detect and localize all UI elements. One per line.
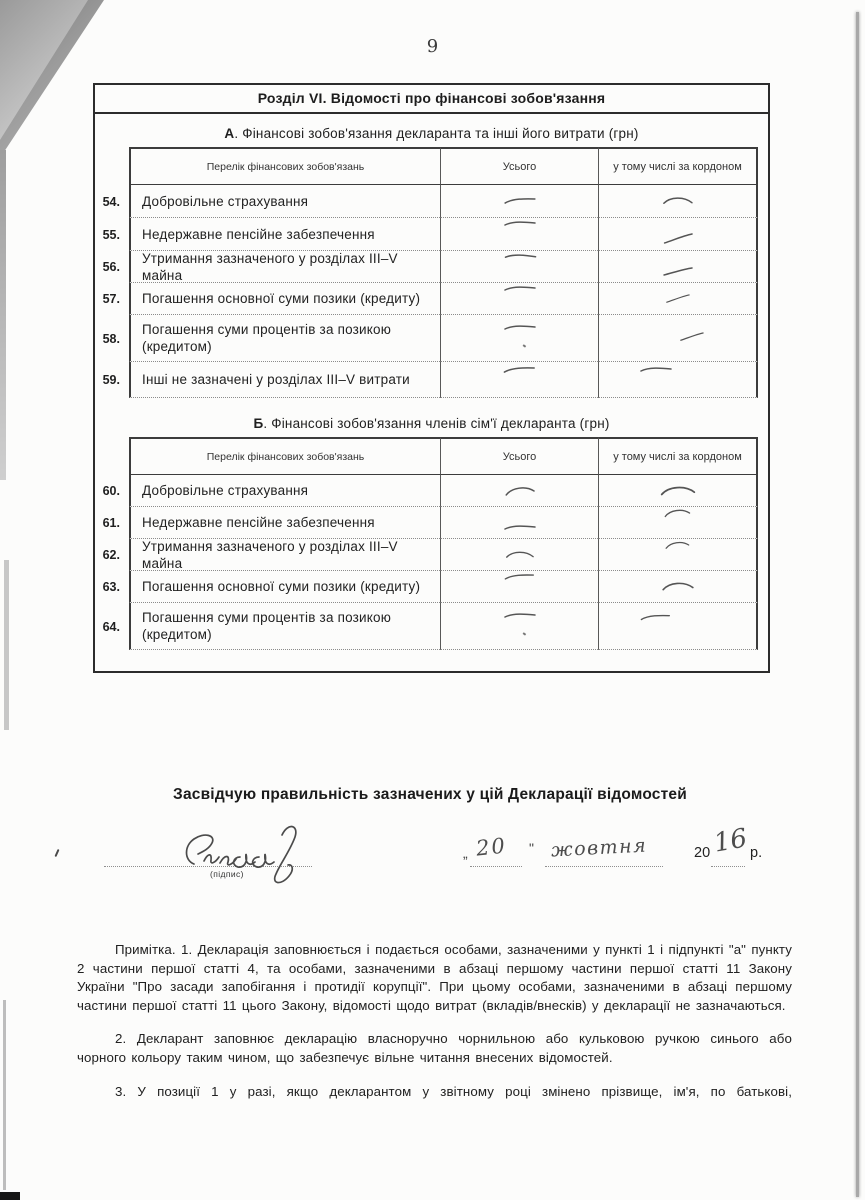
- cell-total: [440, 571, 598, 603]
- row-number: 62.: [102, 548, 120, 562]
- row-number: 56.: [102, 260, 120, 274]
- table-b-caption-text: . Фінансові зобов'язання членів сім'ї декларанта (грн): [263, 416, 610, 431]
- row-number: 57.: [102, 292, 120, 306]
- scan-left-edge-strip: [0, 150, 6, 480]
- cell-abroad: [598, 283, 758, 315]
- cell-abroad: [598, 185, 758, 218]
- cell-total: [440, 218, 598, 251]
- row-number: 55.: [102, 227, 120, 242]
- cell-abroad: [598, 539, 758, 571]
- cell-total: [440, 283, 598, 315]
- handwritten-dash-mark: [502, 362, 535, 376]
- signature-caption: (підпис): [210, 869, 244, 879]
- cell-abroad: [598, 571, 758, 603]
- row-label: Утримання зазначеного у розділах III–V майна: [129, 251, 440, 283]
- section-title: Розділ VI. Відомості про фінансові зобов'язання: [95, 85, 768, 114]
- handwritten-dash-mark: [662, 506, 691, 520]
- handwritten-dash-mark: [503, 569, 534, 583]
- table-declarant-obligations: [96, 147, 768, 398]
- header-spacer: [96, 147, 129, 185]
- handwritten-dash-mark: [661, 194, 694, 208]
- row-label: Добровільне страхування: [129, 475, 440, 507]
- handwritten-dash-mark: [503, 483, 536, 497]
- row-label: Погашення суми процентів за позикою (кредитом): [129, 603, 440, 650]
- column-header-abroad: у тому числі за кордоном: [598, 437, 758, 475]
- cell-total: [440, 539, 598, 571]
- column-header-total: Усього: [440, 437, 598, 475]
- cell-total: [440, 507, 598, 539]
- row-label: Погашення основної суми позики (кредиту): [129, 283, 440, 315]
- cell-total: [440, 185, 598, 218]
- date-unit: р.: [750, 845, 763, 861]
- date-month-line: [545, 866, 663, 867]
- page-number: 9: [426, 36, 439, 57]
- handwritten-dash-mark: [504, 548, 535, 562]
- handwritten-dash-mark: [504, 322, 536, 334]
- column-header-list: Перелік фінансових зобов'язань: [129, 147, 440, 185]
- date-day-handwritten: 20: [474, 833, 508, 861]
- row-label: Погашення суми процентів за позикою (кредитом): [129, 315, 440, 362]
- cell-total: [440, 251, 598, 283]
- cell-abroad: [598, 603, 758, 650]
- handwritten-dash-mark: [639, 611, 670, 625]
- note-paragraph-3: 3. У позиції 1 у разі, якщо декларантом у звітному році змінено прізвище, ім'я, по батькові,: [115, 1083, 792, 1099]
- scan-bottom-corner-mark: [0, 1192, 20, 1200]
- cell-abroad: [598, 315, 758, 362]
- column-header-list: Перелік фінансових зобов'язань: [129, 437, 440, 475]
- date-year-handwritten: 16: [711, 823, 750, 859]
- handwritten-dash-mark: [661, 580, 695, 593]
- note-paragraph-2: 2. Декларант заповнює декларацію власноручно чорнильною або кульковою ручкою синього або чорного кольору таким чином, що забезпечує вільне читання внесених відомостей.: [77, 1031, 792, 1065]
- row-number: 54.: [102, 194, 120, 209]
- handwritten-dash-mark: [661, 232, 694, 246]
- table-b-caption-letter: Б: [253, 416, 264, 431]
- handwritten-dash-mark: [640, 364, 672, 376]
- scan-left-edge-strip: [3, 1000, 6, 1190]
- date-year-printed: 20: [694, 845, 711, 861]
- handwritten-dash-mark: [678, 330, 705, 344]
- handwritten-dash-mark: [504, 283, 536, 295]
- handwritten-dash-mark: [504, 218, 536, 230]
- handwritten-dash-mark: [664, 292, 691, 306]
- cell-total: [440, 315, 598, 362]
- note-paragraph-1: Примітка. 1. Декларація заповнюється і подається особами, зазначеними у пункті 1 і підпункті "а" пункту 2 частини першої статті 4, та особами, зазначеними в абзаці першому частини першої статті 11 Закону України "Про засади запобігання і протидії корупції". При цьому особами, зазначеними в абзаці першому частини першої статті 11 цього Закону, відомості щодо витрат (вкладів/внесків) у декларації не зазначаються.: [77, 942, 792, 1013]
- table-a-caption: [95, 126, 768, 141]
- cell-total: [440, 475, 598, 507]
- column-header-abroad: у тому числі за кордоном: [598, 147, 758, 185]
- row-number: 58.: [102, 331, 120, 346]
- notes-block: [77, 941, 792, 1101]
- table-a-caption-letter: А: [224, 126, 235, 141]
- section-box: [93, 83, 770, 673]
- row-number: 60.: [102, 484, 120, 498]
- scan-left-edge-strip: [4, 560, 9, 730]
- row-label: Інші не зазначені у розділах III–V витрати: [129, 362, 440, 398]
- pen-speck: [522, 632, 525, 635]
- attestation-statement: Засвідчую правильність зазначених у цій Декларації відомостей: [173, 786, 687, 803]
- row-number: 64.: [102, 619, 120, 634]
- cell-abroad: [598, 218, 758, 251]
- cell-abroad: [598, 475, 758, 507]
- table-family-obligations: [96, 437, 768, 650]
- row-label: Недержавне пенсійне забезпечення: [129, 218, 440, 251]
- scan-right-edge-shadow: [856, 12, 859, 1197]
- handwritten-dash-mark: [662, 266, 694, 278]
- handwritten-dash-mark: [504, 610, 536, 622]
- date-year-line: [711, 866, 745, 867]
- row-label: Добровільне страхування: [129, 185, 440, 218]
- date-close-quote: ": [529, 840, 534, 856]
- cell-abroad: [598, 251, 758, 283]
- cell-total: [440, 603, 598, 650]
- header-spacer: [96, 437, 129, 475]
- handwritten-dash-mark: [658, 484, 698, 498]
- row-label: Утримання зазначеного у розділах III–V майна: [129, 539, 440, 571]
- row-label: Недержавне пенсійне забезпечення: [129, 507, 440, 539]
- row-number: 63.: [102, 580, 120, 594]
- handwritten-dash-mark: [501, 522, 539, 534]
- scan-stray-mark: [54, 849, 59, 857]
- handwritten-dash-mark: [503, 194, 536, 208]
- row-label: Погашення основної суми позики (кредиту): [129, 571, 440, 603]
- handwritten-dash-mark: [663, 538, 690, 552]
- row-number: 59.: [102, 373, 120, 387]
- handwritten-dash-mark: [504, 250, 537, 264]
- cell-total: [440, 362, 598, 398]
- column-header-total: Усього: [440, 147, 598, 185]
- date-day-line: [470, 866, 522, 867]
- cell-abroad: [598, 362, 758, 398]
- table-b-caption: [95, 416, 768, 431]
- table-a-caption-text: . Фінансові зобов'язання декларанта та інші його витрати (грн): [234, 126, 639, 141]
- cell-abroad: [598, 507, 758, 539]
- date-month-handwritten: жовтня: [550, 834, 648, 862]
- row-number: 61.: [102, 516, 120, 530]
- pen-speck: [522, 344, 525, 347]
- handwritten-signature: [160, 820, 320, 892]
- date-open-quote: „: [463, 845, 468, 861]
